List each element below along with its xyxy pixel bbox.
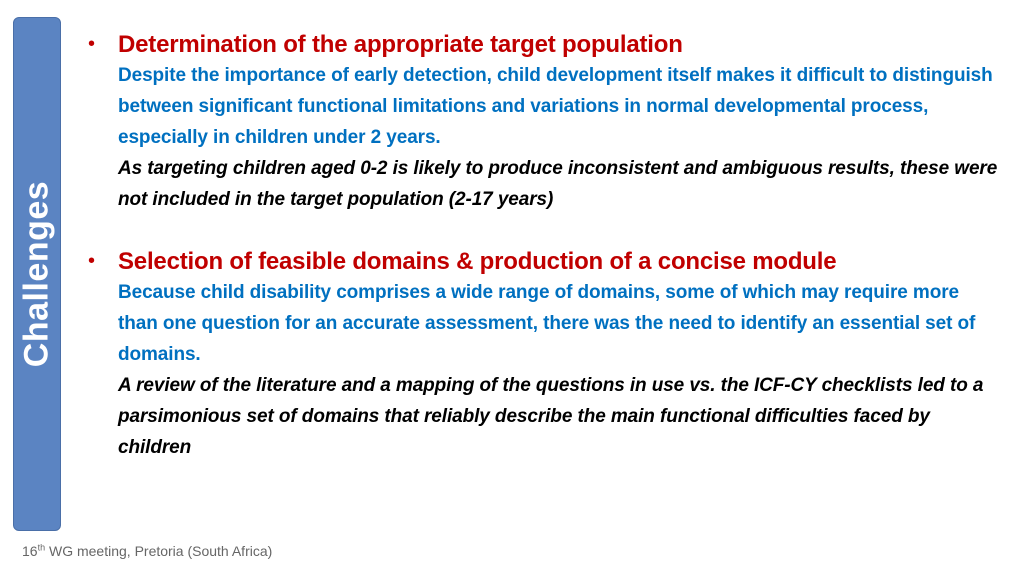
footer-text: WG meeting, Pretoria (South Africa) — [45, 543, 273, 559]
slide-content — [88, 30, 998, 463]
bullet-title: Determination of the appropriate target population — [118, 31, 683, 58]
side-title-bar — [13, 17, 61, 531]
bullet-marker: • — [88, 33, 96, 55]
bullet-note: As targeting children aged 0-2 is likely to produce inconsistent and ambiguous results, these were not included in the target population (2-17 years) — [118, 158, 998, 210]
footer-number: 16 — [22, 543, 38, 559]
bullet-title: Selection of feasible domains & production of a concise module — [118, 248, 837, 275]
bullet-target-population — [88, 30, 998, 215]
footer-meeting-info — [22, 543, 272, 559]
bullet-body: Despite the importance of early detection, child development itself makes it difficult to distinguish between significant functional limitations and variations in normal developmental process, especially in children under 2 years. — [118, 65, 993, 148]
bullet-marker: • — [88, 250, 96, 272]
bullet-domains-selection — [88, 247, 998, 463]
bullet-body: Because child disability comprises a wide range of domains, some of which may require more than one question for an accurate assessment, there was the need to identify an essential set of domains. — [118, 282, 976, 365]
side-title-label: Challenges — [17, 180, 56, 368]
bullet-note: A review of the literature and a mapping of the questions in use vs. the ICF-CY checklists led to a parsimonious set of domains that reliably describe the main functional difficulties faced by children — [118, 375, 984, 458]
footer-ordinal: th — [37, 542, 46, 553]
